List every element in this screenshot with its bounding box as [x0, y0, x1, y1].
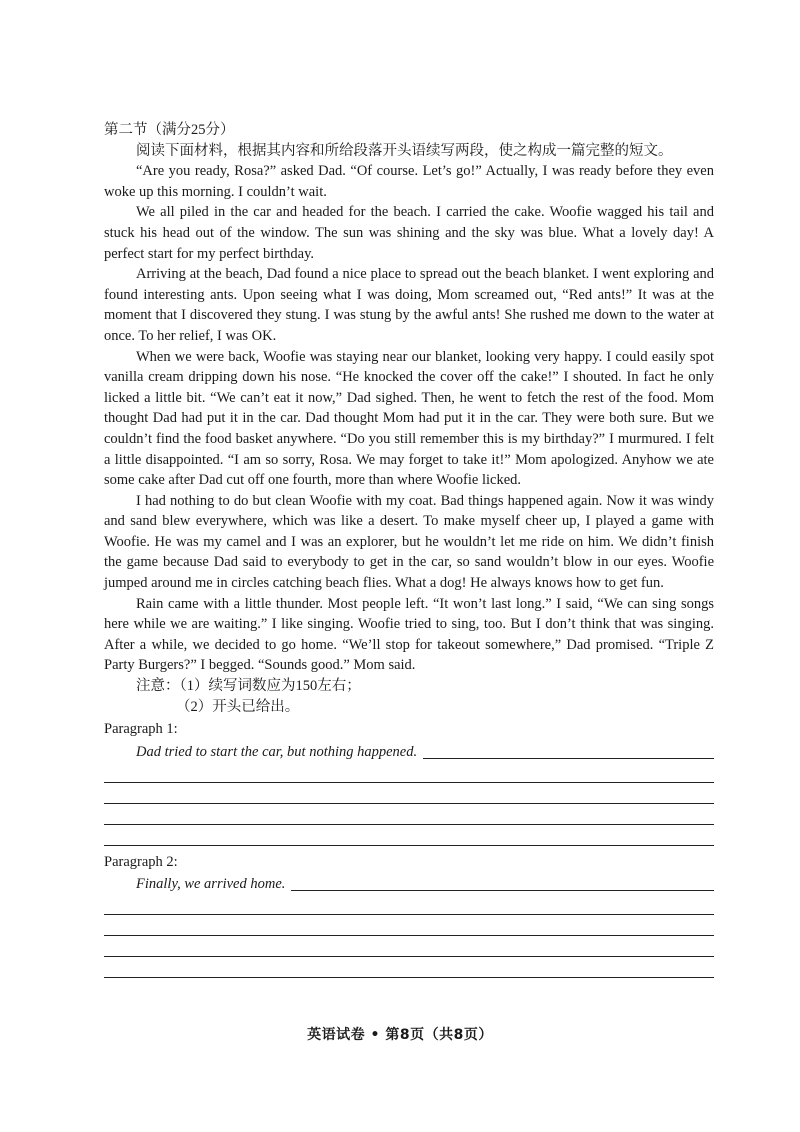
paragraph-2-starter: Finally, we arrived home. [136, 876, 286, 893]
answer-line[interactable] [104, 936, 714, 957]
answer-line[interactable] [104, 783, 714, 804]
note-opening-given: （2）开头已给出。 [176, 698, 300, 715]
story-paragraph: Arriving at the beach, Dad found a nice place to spread out the beach blanket. I went exploring and found interesting ants. Upon seeing what I was doing, Mom screamed out, “Red ants!” It was at the moment that I discovered they stung. I was stung by the awful ants! She rushed me down to the water at once. To her relief, I was OK. [104, 266, 714, 344]
answer-line[interactable] [423, 758, 714, 759]
page-footer: 英语试卷 • 第8页（共8页） [307, 1027, 493, 1043]
notes [104, 676, 714, 717]
story-paragraph: We all piled in the car and headed for the beach. I carried the cake. Woofie wagged his tail and stuck his head out of the window. The sun was shining and the sky was blue. What a lovely day! A perfect start for my perfect birthday. [104, 204, 714, 262]
answer-line[interactable] [291, 890, 714, 891]
paragraph-2-section [104, 852, 714, 979]
instruction-text: 阅读下面材料，根据其内容和所给段落开头语续写两段，使之构成一篇完整的短文。 [136, 142, 673, 159]
story-paragraph: “Are you ready, Rosa?” asked Dad. “Of course. Let’s go!” Actually, I was ready before they even woke up this morning. I couldn’t wait. [104, 163, 714, 200]
answer-line[interactable] [104, 894, 714, 915]
section-title: 第二节（满分25分） [104, 122, 235, 138]
story-paragraph: Rain came with a little thunder. Most people left. “It won’t last long.” I said, “We can sing songs here while we are waiting.” I like singing. Woofie tried to sing, too. But I don’t think that was singing. After a while, we decided to go home. “We’ll stop for takeout somewhere,” Dad promised. “Triple Z Party Burgers?” I begged. “Sounds good.” Mom said. [104, 595, 714, 674]
story-passage [104, 161, 714, 676]
exam-content [104, 120, 714, 978]
story-paragraph: I had nothing to do but clean Woofie with my coat. Bad things happened again. Now it was windy and sand blew everywhere, which was like a desert. To make myself cheer up, I played a game with Woofie. He was my camel and I was an explorer, but he wouldn’t let me ride on him. We didn’t finish the game because Dad said to everybody to get in the car, so sand wouldn’t blow in our eyes. Woofie jumped around me in circles catching beach flies. What a dog! He always knows how to get fun. [104, 492, 714, 592]
answer-line[interactable] [104, 762, 714, 783]
note-word-count: 注意：（1）续写词数应为150左右； [136, 678, 361, 695]
paragraph-2-starter-row [136, 872, 714, 894]
paragraph-1-starter: Dad tried to start the car, but nothing happened. [136, 743, 418, 760]
answer-line[interactable] [104, 804, 714, 825]
answer-line[interactable] [104, 825, 714, 846]
paragraph-2-label: Paragraph 2: [104, 853, 178, 870]
story-paragraph: When we were back, Woofie was staying near our blanket, looking very happy. I could easily spot vanilla cream dripping down his nose. “He knocked the cover off the cake!” I shouted. In fact he only licked a little bit. “We can’t eat it now,” Dad sighed. Then, he went to fetch the rest of the food. Mom thought Dad had put it in the car. Dad thought Mom had put it in the car. They were both sure. But we couldn’t find the food basket anywhere. “Do you still remember this is my birthday?” I murmured. I felt a little disappointed. “I am so sorry, Rosa. We may forget to take it!” Mom apologized. Anyhow we ate some cake after Dad cut off one fourth, more than where Woofie licked. [104, 348, 714, 489]
answer-line[interactable] [104, 915, 714, 936]
paragraph-1-section [104, 719, 714, 846]
paragraph-1-label: Paragraph 1: [104, 721, 178, 738]
answer-line[interactable] [104, 957, 714, 978]
paragraph-1-starter-row [136, 740, 714, 762]
